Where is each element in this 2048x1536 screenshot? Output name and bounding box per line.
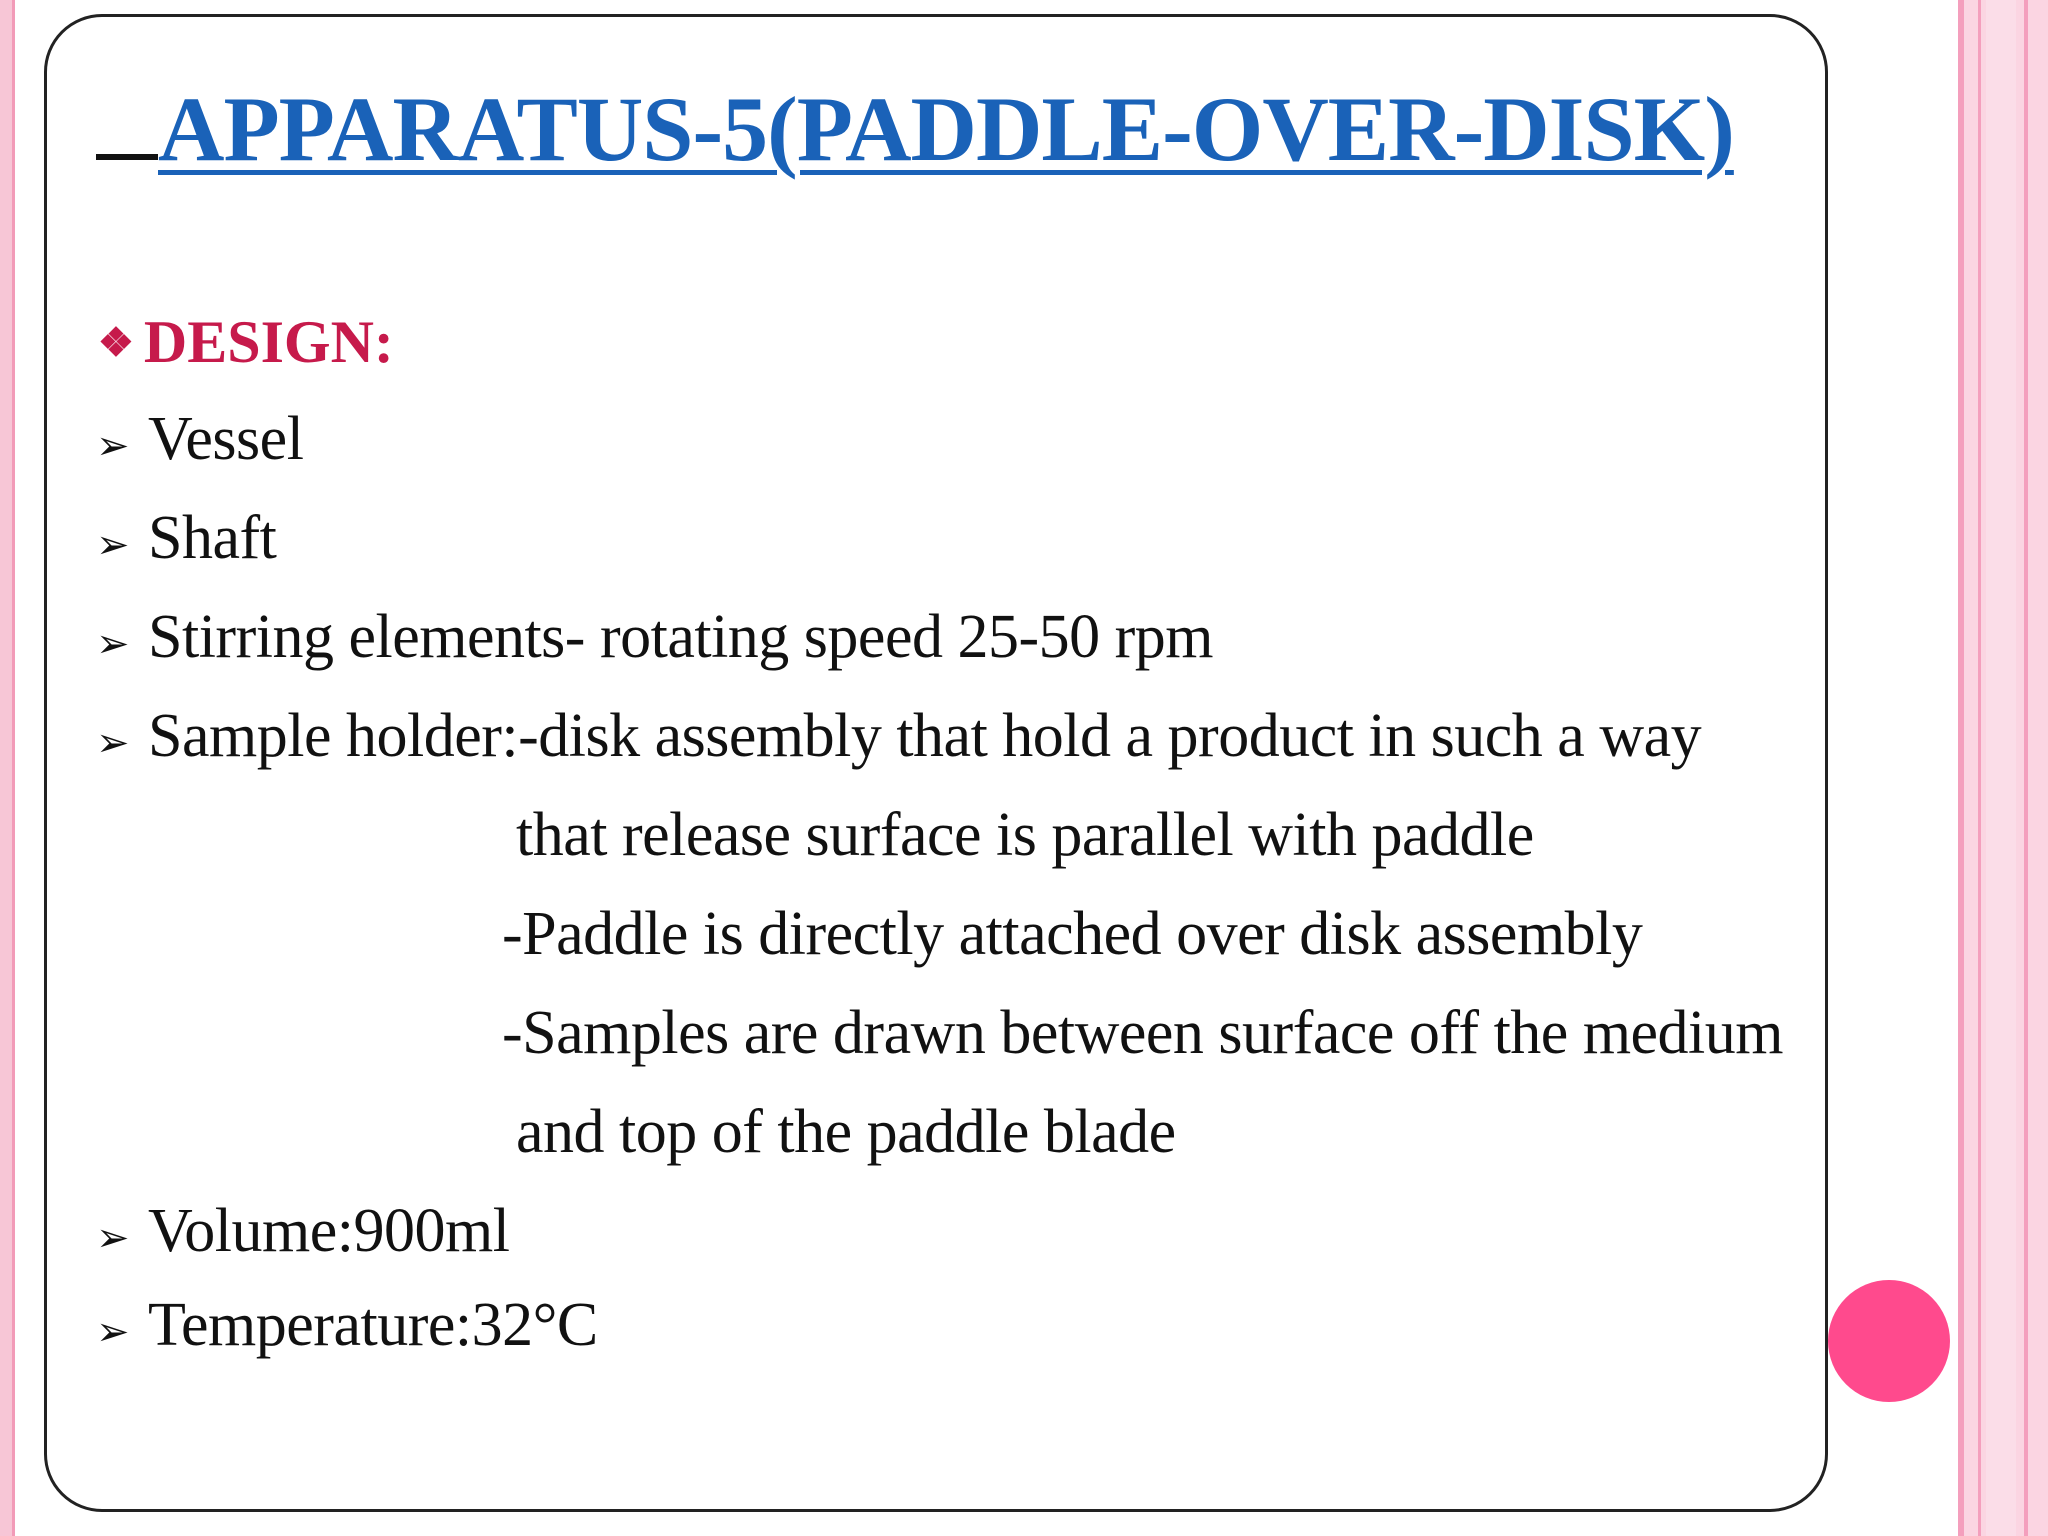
bullet-item: Shaft — [148, 504, 277, 572]
arrowhead-bullet-icon: ➢ — [96, 1215, 130, 1260]
slide-title: APPARATUS-5(PADDLE-OVER-DISK) — [158, 78, 1734, 180]
left-border-line — [12, 0, 15, 1536]
title-underscore-mark — [96, 154, 158, 160]
bullet-item: Volume:900ml — [148, 1197, 510, 1265]
bullet-item: Vessel — [148, 405, 304, 473]
section-heading-text: DESIGN: — [143, 309, 394, 375]
bullet-item: Stirring elements- rotating speed 25-50 rpm — [148, 603, 1213, 671]
bullet-item: Temperature:32°C — [148, 1291, 598, 1359]
arrowhead-bullet-icon: ➢ — [96, 1309, 130, 1354]
continuation-line: that release surface is parallel with paddle — [516, 801, 1534, 869]
arrowhead-bullet-icon: ➢ — [96, 423, 130, 468]
slide-title-row — [96, 76, 1734, 182]
continuation-line: -Samples are drawn between surface off the medium — [502, 999, 1784, 1067]
right-stripe — [1958, 0, 1964, 1536]
diamond-bullet-icon: ❖ — [98, 320, 134, 365]
arrowhead-bullet-icon: ➢ — [96, 522, 130, 567]
decorative-circle — [1828, 1280, 1950, 1402]
arrowhead-bullet-icon: ➢ — [96, 621, 130, 666]
bullet-item: Sample holder:-disk assembly that hold a product in such a way — [148, 702, 1702, 770]
right-stripe — [1978, 0, 1981, 1536]
arrowhead-bullet-icon: ➢ — [96, 720, 130, 765]
right-stripe — [2024, 0, 2028, 1536]
continuation-line: and top of the paddle blade — [516, 1098, 1176, 1166]
section-heading — [98, 308, 394, 377]
continuation-line: -Paddle is directly attached over disk assembly — [502, 900, 1643, 968]
right-stripe — [1986, 0, 2016, 1536]
